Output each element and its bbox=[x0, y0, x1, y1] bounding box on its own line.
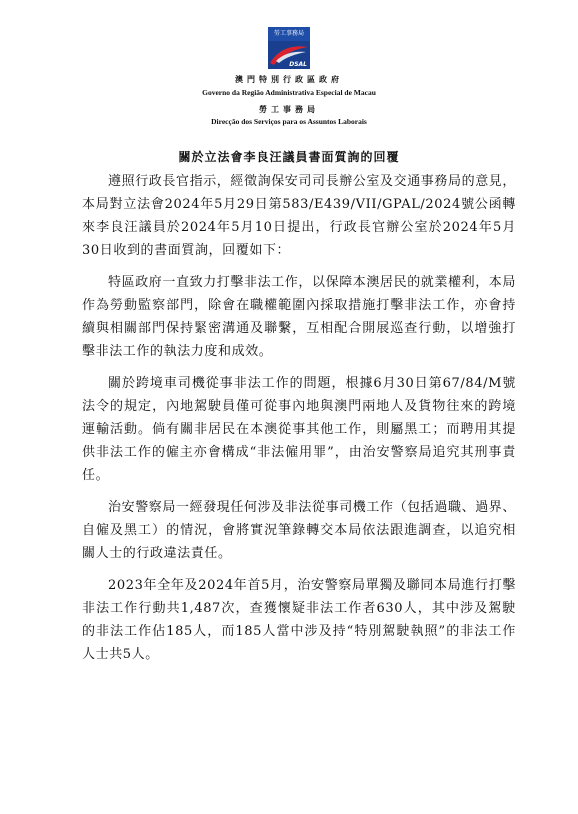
government-name-chinese: 澳門特別行政區政府 bbox=[235, 74, 343, 84]
dsal-logo bbox=[268, 27, 310, 69]
department-name-chinese: 勞工事務局 bbox=[259, 104, 319, 114]
paragraph-4: 治安警察局一經發現任何涉及非法從事司機工作（包括過職、過界、自僱及黑工）的情況，會將實況筆錄轉交本局依法跟進調查，以追究相關人士的行政違法責任。 bbox=[82, 500, 517, 561]
document-body bbox=[82, 170, 516, 675]
paragraph-5: 2023年全年及2024年首5月，治安警察局單獨及聯同本局進行打擊非法工作行動共1,487次，查獲懷疑非法工作者630人，其中涉及駕駛的非法工作佔185人，而185人當中涉及持“特別駕駛執照”的非法工作人士共5人。 bbox=[82, 578, 516, 662]
logo-emblem bbox=[268, 41, 310, 69]
paragraph-3: 關於跨境車司機從事非法工作的問題，根據6月30日第67/84/M號法令的規定，內地駕駛員僅可從事內地與澳門兩地人及貨物往來的跨境運輸活動。倘有關非居民在本澳從事其他工作，則屬黑工；而聘用其提供非法工作的僱主亦會構成“非法僱用罪”，由治安警察局追究其刑事責任。 bbox=[82, 376, 516, 483]
government-name-portuguese: Governo da Região Administrativa Especial de Macau bbox=[202, 88, 376, 97]
paragraph-1: 遵照行政長官指示，經徵詢保安司司長辦公室及交通事務局的意見，本局對立法會2024年5月29日第583/E439/VII/GPAL/2024號公函轉來李良汪議員於2024年5月10日提出，行政長官辦公室於2024年5月30日收到的書面質詢，回覆如下： bbox=[82, 174, 517, 258]
logo-top-text: 勞工事務局 bbox=[268, 27, 310, 41]
logo-abbr: DSAL bbox=[289, 61, 307, 68]
paragraph-2: 特區政府一直致力打擊非法工作，以保障本澳居民的就業權利，本局作為勞動監察部門，除會在職權範圍內採取措施打擊非法工作，亦會持續與相關部門保持緊密溝通及聯繫，互相配合開展巡查行動，以增強打擊非法工作的執法力度和成效。 bbox=[82, 275, 517, 359]
document-title: 關於立法會李良汪議員書面質詢的回覆 bbox=[178, 150, 400, 164]
department-name-portuguese: Direcção dos Serviços para os Assuntos Laborais bbox=[211, 117, 367, 126]
